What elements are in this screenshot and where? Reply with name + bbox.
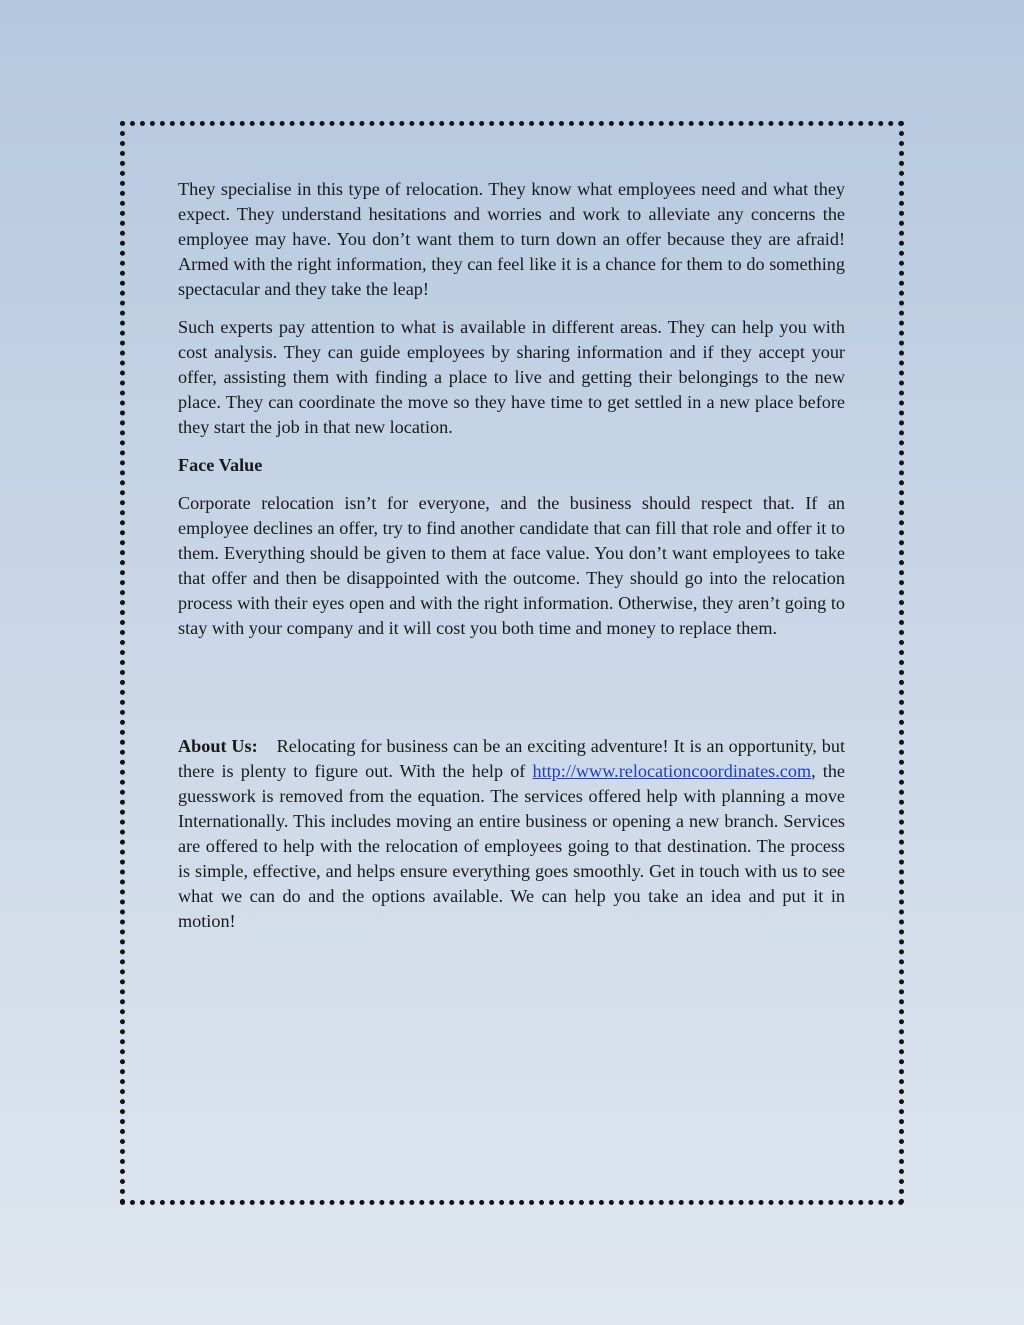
heading-face-value: Face Value — [178, 455, 263, 475]
paragraph-experts: Such experts pay attention to what is available in different areas. They can help you with cost analysis. They can guide employees by sharing information and if they accept your offer, assisting them with finding a place to live and getting their belongings to the new place. They can coordinate the move so they have time to get settled in a new place before they start the job in that new location. — [178, 317, 845, 437]
about-us-paragraph — [178, 734, 845, 934]
about-us-label: About Us: — [178, 736, 258, 756]
paragraph-corporate-relocation: Corporate relocation isn’t for everyone, and the business should respect that. If an employee declines an offer, try to find another candidate that can fill that role and offer it to them. Everything should be given to them at face value. You don’t want employees to take that offer and then be disappointed with the outcome. They should go into the relocation process with their eyes open and with the right information. Otherwise, they aren’t going to stay with your company and it will cost you both time and money to replace them. — [178, 493, 845, 638]
document-body — [178, 177, 845, 947]
about-us-text-after-link: , the guesswork is removed from the equation. The services offered help with planning a move Internationally. This includes moving an entire business or opening a new branch. Services are offered to help with the relocation of employees going to that destination. The process is simple, effective, and helps ensure everything goes smoothly. Get in touch with us to see what we can do and the options available. We can help you take an idea and put it in motion! — [178, 761, 845, 931]
section-spacer — [178, 654, 845, 734]
paragraph-specialise: They specialise in this type of relocation. They know what employees need and what they expect. They understand hesitations and worries and work to alleviate any concerns the employee may have. You don’t want them to turn down an offer because they are afraid! Armed with the right information, they can feel like it is a chance for them to do something spectacular and they take the leap! — [178, 179, 845, 299]
relocation-website-link[interactable]: http://www.relocationcoordinates.com — [532, 761, 812, 781]
about-us-text-before-link: Relocating for business can be an exciting adventure! It is an opportunity, but there is plenty to figure out. With the help of — [178, 736, 846, 781]
